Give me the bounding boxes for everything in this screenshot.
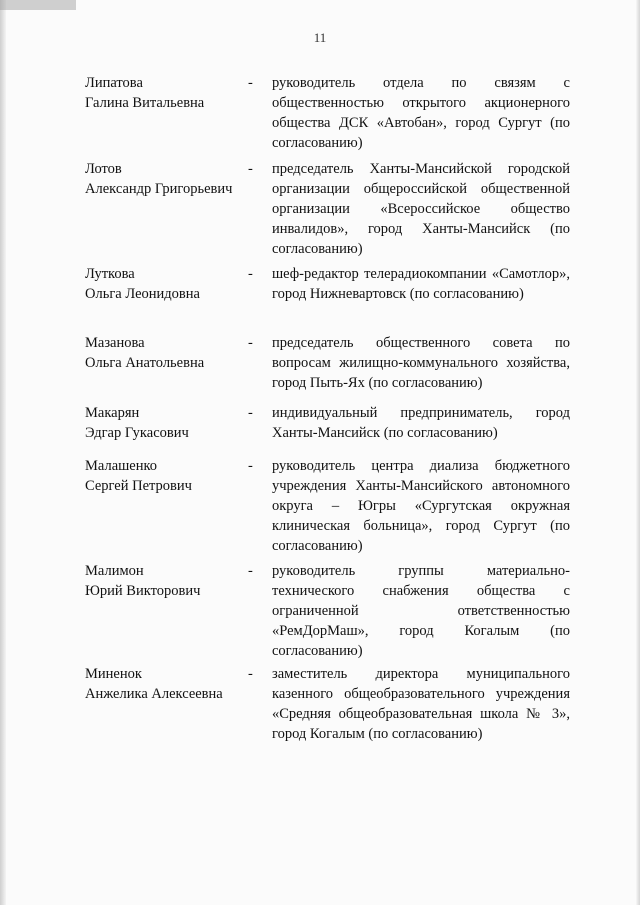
- person-surname: Малимон: [85, 563, 144, 579]
- person-surname: Липатова: [85, 75, 143, 91]
- person-position: руководитель группы материально-технического снабжения общества с ограниченной ответственностью «РемДорМаш», город Когалым (по согласованию): [272, 563, 570, 659]
- person-given-name: Эдгар Гукасович: [85, 425, 189, 441]
- person-name: [85, 561, 250, 601]
- separator-dash: -: [248, 335, 253, 351]
- person-given-name: Ольга Анатольевна: [85, 355, 205, 371]
- person-given-name: Александр Григорьевич: [85, 181, 233, 197]
- separator-dash: -: [248, 161, 253, 177]
- separator-dash: -: [248, 266, 253, 282]
- person-name: [85, 264, 250, 304]
- person-name: [85, 159, 250, 199]
- person-name: [85, 456, 250, 496]
- person-position: руководитель отдела по связям с общественностью открытого акционерного общества ДСК «Автобан», город Сургут (по согласованию): [272, 75, 570, 151]
- separator-dash: -: [248, 405, 253, 421]
- person-position: председатель общественного совета по вопросам жилищно-коммунального хозяйства, город Пыть-Ях (по согласованию): [272, 335, 570, 391]
- separator-dash: -: [248, 458, 253, 474]
- person-given-name: Юрий Викторович: [85, 583, 201, 599]
- person-position: индивидуальный предприниматель, город Ханты-Мансийск (по согласованию): [272, 405, 570, 441]
- person-name: [85, 73, 250, 113]
- page-number: 11: [313, 30, 327, 45]
- person-name: [85, 333, 250, 373]
- person-given-name: Ольга Леонидовна: [85, 286, 200, 302]
- separator-dash: -: [248, 563, 253, 579]
- person-position: председатель Ханты-Мансийской городской организации общероссийской общественной организации «Всероссийское общество инвалидов», город Ханты-Мансийск (по согласованию): [272, 161, 570, 257]
- person-surname: Макарян: [85, 405, 140, 421]
- scan-edge-right: [636, 0, 640, 905]
- person-position: руководитель центра диализа бюджетного учреждения Ханты-Мансийского автономного округа – Югры «Сургутская окружная клиническая больница», город Сургут (по согласованию): [272, 458, 570, 554]
- person-given-name: Анжелика Алексеевна: [85, 686, 223, 702]
- person-surname: Миненок: [85, 666, 142, 682]
- separator-dash: -: [248, 75, 253, 91]
- scan-edge-left: [0, 0, 6, 905]
- person-surname: Малашенко: [85, 458, 158, 474]
- person-position: шеф-редактор телерадиокомпании «Самотлор», город Нижневартовск (по согласованию): [272, 266, 570, 302]
- person-position: заместитель директора муниципального казенного общеобразовательного учреждения «Средняя общеобразовательная школа № 3», город Когалым (по согласованию): [272, 666, 570, 742]
- person-name: [85, 403, 250, 443]
- person-name: [85, 664, 250, 704]
- scan-corner-mark: [0, 0, 76, 10]
- person-given-name: Сергей Петрович: [85, 478, 192, 494]
- person-given-name: Галина Витальевна: [85, 95, 205, 111]
- person-surname: Луткова: [85, 266, 135, 282]
- person-surname: Лотов: [85, 161, 122, 177]
- person-surname: Мазанова: [85, 335, 145, 351]
- separator-dash: -: [248, 666, 253, 682]
